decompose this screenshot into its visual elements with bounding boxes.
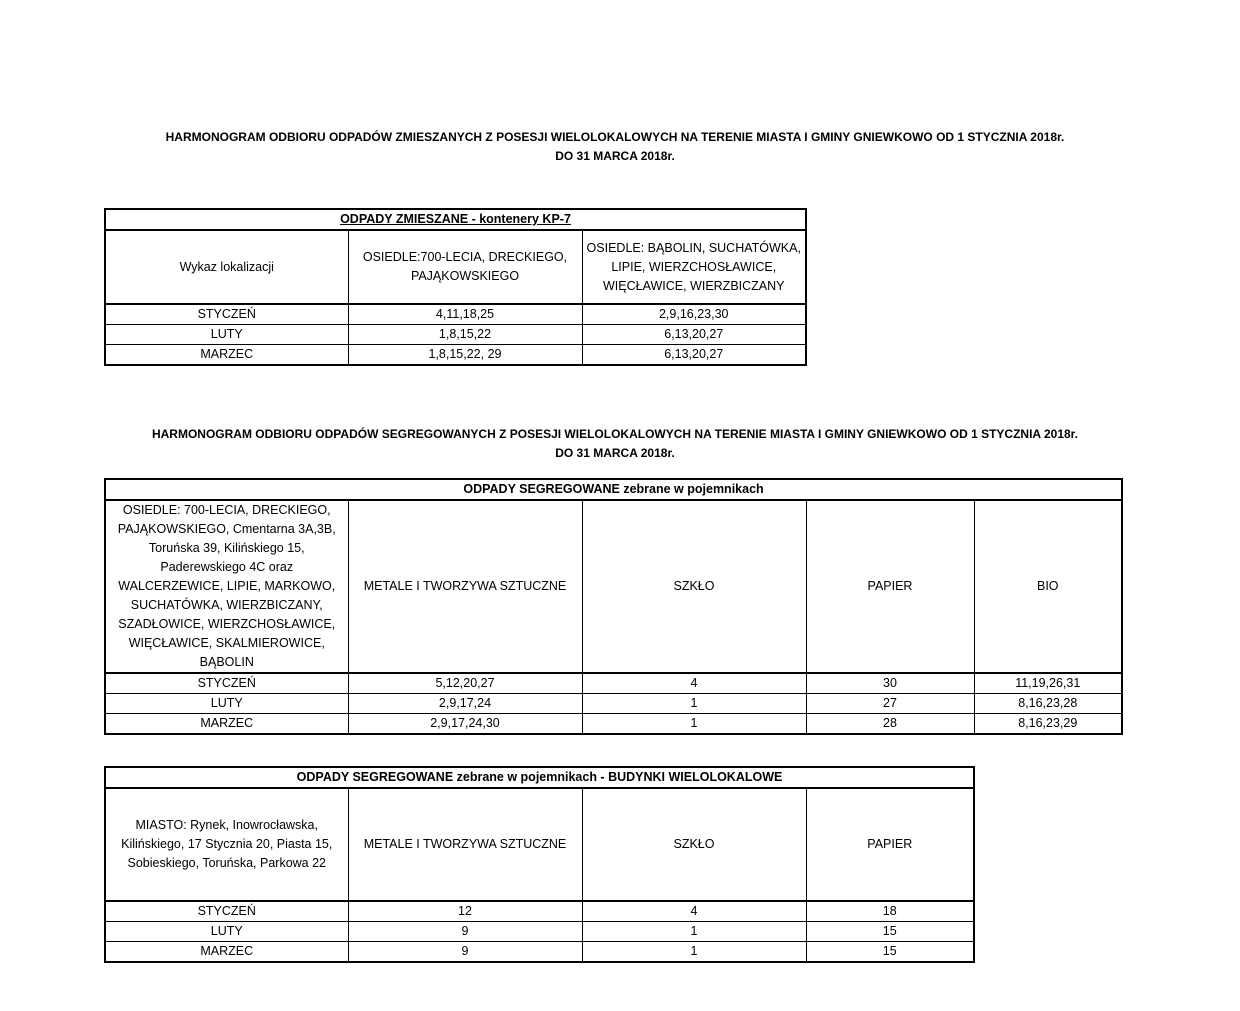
mixed-waste-table xyxy=(104,208,807,366)
dates-cell: 1 xyxy=(582,922,806,942)
dates-cell: 6,13,20,27 xyxy=(582,345,806,366)
dates-cell: 1 xyxy=(582,942,806,963)
dates-cell: 5,12,20,27 xyxy=(348,673,582,694)
column-header-metal-plastic: METALE I TWORZYWA SZTUCZNE xyxy=(348,500,582,673)
dates-cell: 1 xyxy=(582,694,806,714)
dates-cell: 27 xyxy=(806,694,974,714)
dates-cell: 9 xyxy=(348,922,582,942)
table-row xyxy=(105,345,806,366)
dates-cell: 28 xyxy=(806,714,974,735)
dates-cell: 2,9,17,24 xyxy=(348,694,582,714)
dates-cell: 15 xyxy=(806,922,974,942)
column-header-metal-plastic: METALE I TWORZYWA SZTUCZNE xyxy=(348,788,582,901)
column-header-location: OSIEDLE: 700-LECIA, DRECKIEGO, PAJĄKOWSKIEGO, Cmentarna 3A,3B, Toruńska 39, Kilińskiego 15, Paderewskiego 4C oraz WALCERZEWICE, LIPIE, MARKOWO, SUCHATÓWKA, WIERZBICZANY, SZADŁOWICE, WIERZCHOSŁAWICE, WIĘCŁAWICE, SKALMIEROWICE, BĄBOLIN xyxy=(105,500,348,673)
dates-cell: 18 xyxy=(806,901,974,922)
mixed-waste-heading-line1: HARMONOGRAM ODBIORU ODPADÓW ZMIESZANYCH Z POSESJI WIELOLOKALOWYCH NA TERENIE MIASTA I GMINY GNIEWKOWO OD 1 STYCZNIA 2018r. xyxy=(165,130,1065,144)
table-row xyxy=(105,304,806,325)
dates-cell: 12 xyxy=(348,901,582,922)
mixed-waste-table-title: ODPADY ZMIESZANE - kontenery KP-7 xyxy=(105,209,806,230)
segregated-waste-table xyxy=(104,478,1123,735)
dates-cell: 1 xyxy=(582,714,806,735)
dates-cell: 11,19,26,31 xyxy=(974,673,1122,694)
segregated-waste-heading-line2: DO 31 MARCA 2018r. xyxy=(555,446,675,460)
month-cell: MARZEC xyxy=(105,714,348,735)
month-cell: MARZEC xyxy=(105,345,348,366)
column-header-paper: PAPIER xyxy=(806,500,974,673)
column-header-paper: PAPIER xyxy=(806,788,974,901)
dates-cell: 1,8,15,22, 29 xyxy=(348,345,582,366)
column-header-location: MIASTO: Rynek, Inowrocławska, Kilińskiego, 17 Stycznia 20, Piasta 15, Sobieskiego, Toruńska, Parkowa 22 xyxy=(105,788,348,901)
column-header-bio: BIO xyxy=(974,500,1122,673)
dates-cell: 4 xyxy=(582,673,806,694)
dates-cell: 30 xyxy=(806,673,974,694)
dates-cell: 8,16,23,29 xyxy=(974,714,1122,735)
dates-cell: 9 xyxy=(348,942,582,963)
mixed-waste-heading xyxy=(0,128,1230,166)
month-cell: LUTY xyxy=(105,922,348,942)
month-cell: MARZEC xyxy=(105,942,348,963)
month-cell: STYCZEŃ xyxy=(105,304,348,325)
table-row xyxy=(105,694,1122,714)
dates-cell: 4 xyxy=(582,901,806,922)
column-header-estate-1: OSIEDLE:700-LECIA, DRECKIEGO, PAJĄKOWSKIEGO xyxy=(348,230,582,304)
column-header-glass: SZKŁO xyxy=(582,788,806,901)
month-cell: STYCZEŃ xyxy=(105,673,348,694)
segregated-waste-heading xyxy=(0,425,1230,463)
dates-cell: 6,13,20,27 xyxy=(582,325,806,345)
table-row xyxy=(105,673,1122,694)
month-cell: STYCZEŃ xyxy=(105,901,348,922)
table-row xyxy=(105,714,1122,735)
buildings-waste-table-title: ODPADY SEGREGOWANE zebrane w pojemnikach - BUDYNKI WIELOLOKALOWE xyxy=(105,767,974,788)
dates-cell: 2,9,16,23,30 xyxy=(582,304,806,325)
dates-cell: 8,16,23,28 xyxy=(974,694,1122,714)
month-cell: LUTY xyxy=(105,325,348,345)
column-header-estate-2: OSIEDLE: BĄBOLIN, SUCHATÓWKA, LIPIE, WIERZCHOSŁAWICE, WIĘCŁAWICE, WIERZBICZANY xyxy=(582,230,806,304)
dates-cell: 1,8,15,22 xyxy=(348,325,582,345)
dates-cell: 2,9,17,24,30 xyxy=(348,714,582,735)
table-row xyxy=(105,325,806,345)
column-header-glass: SZKŁO xyxy=(582,500,806,673)
month-cell: LUTY xyxy=(105,694,348,714)
dates-cell: 4,11,18,25 xyxy=(348,304,582,325)
table-row xyxy=(105,922,974,942)
dates-cell: 15 xyxy=(806,942,974,963)
table-row xyxy=(105,942,974,963)
mixed-waste-heading-line2: DO 31 MARCA 2018r. xyxy=(555,149,675,163)
buildings-waste-table xyxy=(104,766,975,963)
table-row xyxy=(105,901,974,922)
segregated-waste-heading-line1: HARMONOGRAM ODBIORU ODPADÓW SEGREGOWANYCH Z POSESJI WIELOLOKALOWYCH NA TERENIE MIASTA I GMINY GNIEWKOWO OD 1 STYCZNIA 2018r. xyxy=(151,427,1079,441)
column-header-location: Wykaz lokalizacji xyxy=(105,230,348,304)
segregated-waste-table-title: ODPADY SEGREGOWANE zebrane w pojemnikach xyxy=(105,479,1122,500)
